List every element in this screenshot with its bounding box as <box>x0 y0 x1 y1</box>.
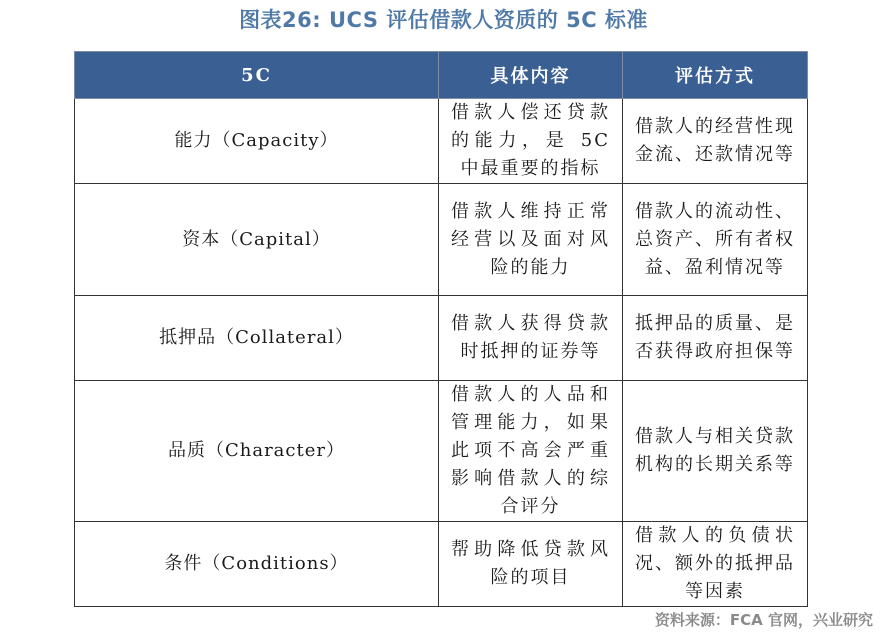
row-method-capital: 借款人的流动性、总资产、所有者权益、盈利情况等 <box>623 184 808 296</box>
header-method: 评估方式 <box>623 52 808 99</box>
table-header-row <box>75 52 808 99</box>
table-row <box>75 99 808 184</box>
row-content-capacity: 借款人偿还贷款的能力，是 5C 中最重要的指标 <box>439 99 623 184</box>
table-row <box>75 522 808 607</box>
row-content-capital: 借款人维持正常经营以及面对风险的能力 <box>439 184 623 296</box>
row-method-conditions: 借款人的负债状况、额外的抵押品等因素 <box>623 522 808 607</box>
row-content-character: 借款人的人品和管理能力，如果此项不高会严重影响借款人的综合评分 <box>439 381 623 522</box>
row-content-conditions: 帮助降低贷款风险的项目 <box>439 522 623 607</box>
row-name-collateral: 抵押品（Collateral） <box>75 296 439 381</box>
row-name-capital: 资本（Capital） <box>75 184 439 296</box>
header-content: 具体内容 <box>439 52 623 99</box>
five-c-table <box>74 51 808 607</box>
table-row <box>75 381 808 522</box>
row-name-character: 品质（Character） <box>75 381 439 522</box>
table-row <box>75 184 808 296</box>
table-row <box>75 296 808 381</box>
row-method-collateral: 抵押品的质量、是否获得政府担保等 <box>623 296 808 381</box>
row-method-character: 借款人与相关贷款机构的长期关系等 <box>623 381 808 522</box>
header-5c: 5C <box>75 52 439 99</box>
row-name-capacity: 能力（Capacity） <box>75 99 439 184</box>
source-note: 资料来源：FCA 官网，兴业研究 <box>654 611 873 629</box>
row-method-capacity: 借款人的经营性现金流、还款情况等 <box>623 99 808 184</box>
row-content-collateral: 借款人获得贷款时抵押的证券等 <box>439 296 623 381</box>
page-title: 图表26: UCS 评估借款人资质的 5C 标准 <box>239 8 648 32</box>
row-name-conditions: 条件（Conditions） <box>75 522 439 607</box>
